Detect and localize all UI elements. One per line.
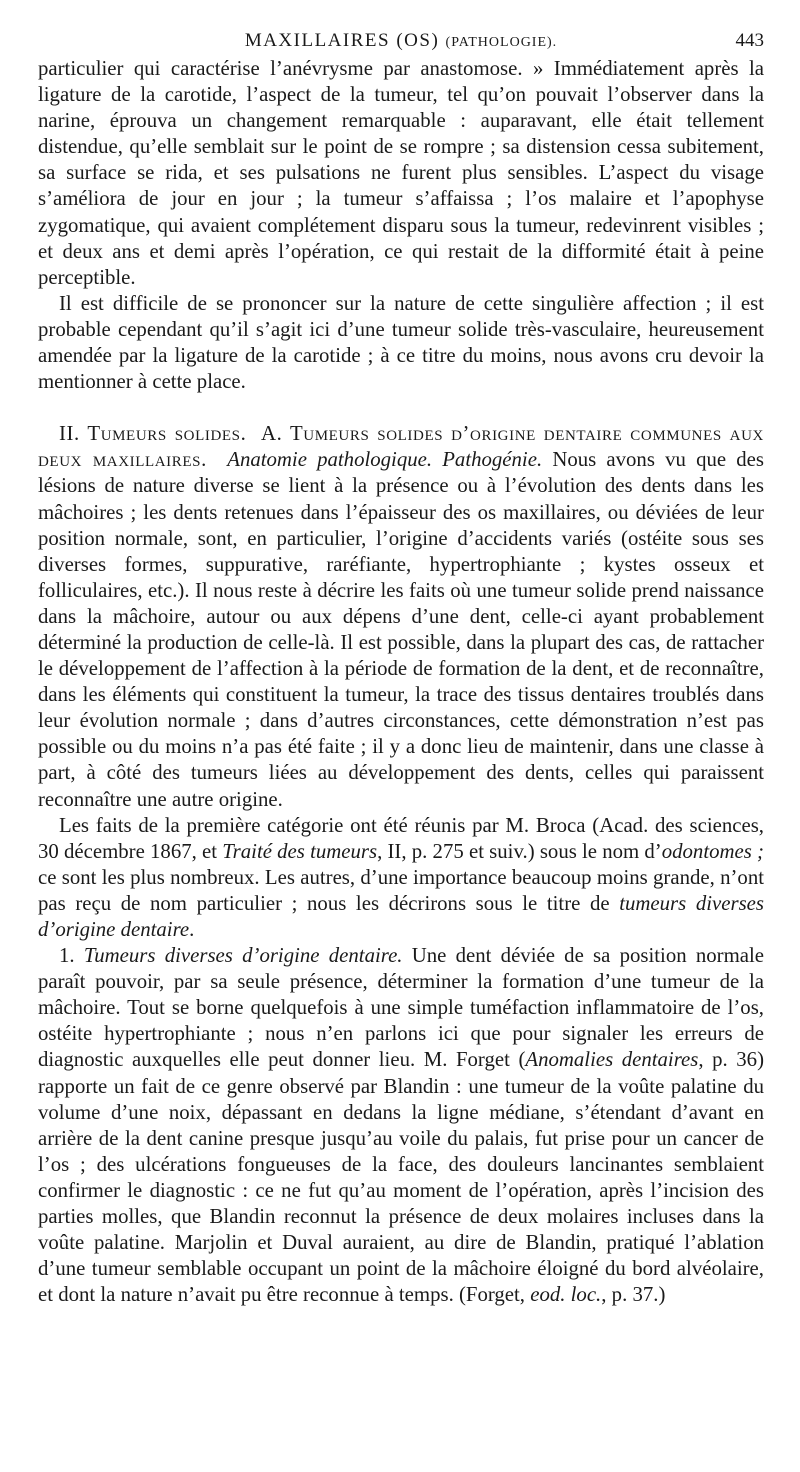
running-title-sub: (PATHOLOGIE).	[445, 35, 558, 50]
paragraph-3	[38, 421, 764, 812]
subsection-italic-heading: Anatomie pathologique. Pathogénie.	[227, 448, 543, 472]
running-head	[38, 30, 764, 56]
paragraph-4-text-2: , II, p. 275 et suiv.) sous le nom d’	[377, 839, 662, 863]
running-title-main: MAXILLAIRES (OS)	[244, 30, 440, 51]
paragraph-5-italic-2: Anomalies dentaires	[525, 1048, 699, 1072]
paragraph-5-text-4: , p. 37.)	[601, 1283, 666, 1307]
paragraph-4-text-1: Les faits de la première catégorie ont été réunis par M. Broca (Acad. des sciences, 30 décembre 1867, et	[38, 813, 764, 863]
paragraph-5-text-3: , p. 36) rapporte un fait de ce genre observé par Blandin : une tumeur de la voûte palatine du volume d’une noix, dépassant en dedans la ligne médiane, s’étendant d’avant en arrière de la dent canine presque jusqu’au voile du palais, fut prise pour un cancer de l’os ; des ulcérations fongueuses de la face, des douleurs lancinantes semblaient confirmer le diagnostic : ce ne fut qu’au moment de l’opération, après l’incision des parties molles, que Blandin reconnut la présence de deux molaires incluses dans la voûte palatine. Marjolin et Duval auraient, au dire de Blandin, pratiqué l’ablation d’une tumeur semblable occupant un point de la mâchoire éloigné du bord alvéolaire, et dont la nature n’avait pu être reconnue à temps. (Forget,	[38, 1048, 764, 1307]
page	[38, 30, 764, 1308]
paragraph-4-text-4: .	[189, 918, 195, 941]
paragraph-4	[38, 813, 764, 943]
paragraph-5-text-2: Une dent déviée de sa position normale paraît pouvoir, par sa seule présence, déterminer la formation d’une tumeur de la mâchoire. Tout se borne quelquefois à une simple tuméfaction inflammatoire de l’os, ostéite hypertrophiante ; nous n’en parlons ici que pour signaler les erreurs de diagnostic auxquelles elle peut donner lieu. M. Forget (	[38, 944, 765, 1072]
running-title	[38, 30, 764, 52]
body-text	[38, 56, 764, 1308]
paragraph-4-italic-1: Traité des tumeurs	[222, 839, 378, 863]
paragraph-4-text-3: ce sont les plus nombreux. Les autres, d’une importance beaucoup moins grande, n’ont pas reçu de nom particulier ; nous les décrirons sous le titre de	[38, 865, 764, 915]
paragraph-5-italic-1: Tumeurs diverses d’origine dentaire.	[83, 944, 403, 968]
section-heading: II. Tumeurs solides.	[59, 422, 247, 446]
paragraph-5	[38, 943, 764, 1308]
paragraph-4-italic-2: odontomes ;	[661, 839, 764, 863]
paragraph-5-text-1: 1.	[59, 944, 84, 968]
paragraph-5-italic-3: eod. loc.	[530, 1283, 602, 1307]
paragraph-3-body: Nous avons vu que des lésions de nature diverse se lient à la présence ou à l’évolution des dents dans les mâchoires ; les dents retenues dans l’épaisseur des os maxillaires, ou déviées de leur position normale, sont, en particulier, l’origine d’accidents variés (ostéite sous ses diverses formes, suppurative, raréfiante, hypertrophiante ; kystes osseux et folliculaires, etc.). Il nous reste à décrire les faits où une tumeur solide prend naissance dans la mâchoire, autour ou aux dépens d’une dent, celle-ci ayant probablement déterminé la production de celle-là. Il est possible, dans la plupart des cas, de rattacher le développement de l’affection à la période de formation de la dent, et de reconnaître, dans les éléments qui constituent la tumeur, la trace des tissus dentaires troublés dans leur évolution normale ; dans d’autres circonstances, cette démonstration n’est pas possible ou du moins n’a pas été faite ; il y a donc lieu de maintenir, dans une classe à part, à côté des tumeurs liées au développement des dents, celles qui paraissent reconnaître une autre origine.	[38, 448, 764, 811]
paragraph-4-italic-3: tumeurs diverses d’origine dentaire	[38, 891, 765, 941]
page-number: 443	[735, 30, 764, 51]
subsection-heading: A. Tumeurs solides d’origine dentaire communes aux deux maxillaires.	[38, 422, 764, 472]
paragraph-2: Il est difficile de se prononcer sur la nature de cette singulière affection ; il est probable cependant qu’il s’agit ici d’une tumeur solide très-vasculaire, heureusement amendée par la ligature de la carotide ; à ce titre du moins, nous avons cru devoir la mentionner à cette place.	[38, 291, 764, 394]
paragraph-1: particulier qui caractérise l’anévrysme par anastomose. » Immédiatement après la ligature de la carotide, l’aspect de la tumeur, tel qu’on pouvait l’observer dans la narine, éprouva un changement remarquable : auparavant, elle était tellement distendue, qu’elle semblait sur le point de se rompre ; sa distension cessa subitement, sa surface se rida, et ses pulsations ne furent plus sensibles. L’aspect du visage s’améliora de jour en jour ; la tumeur s’affaissa ; l’os malaire et l’apophyse zygomatique, qui avaient complétement disparu sous la tumeur, redevinrent visibles ; et deux ans et demi après l’opération, ce qui restait de la difformité était à peine perceptible.	[38, 57, 764, 289]
